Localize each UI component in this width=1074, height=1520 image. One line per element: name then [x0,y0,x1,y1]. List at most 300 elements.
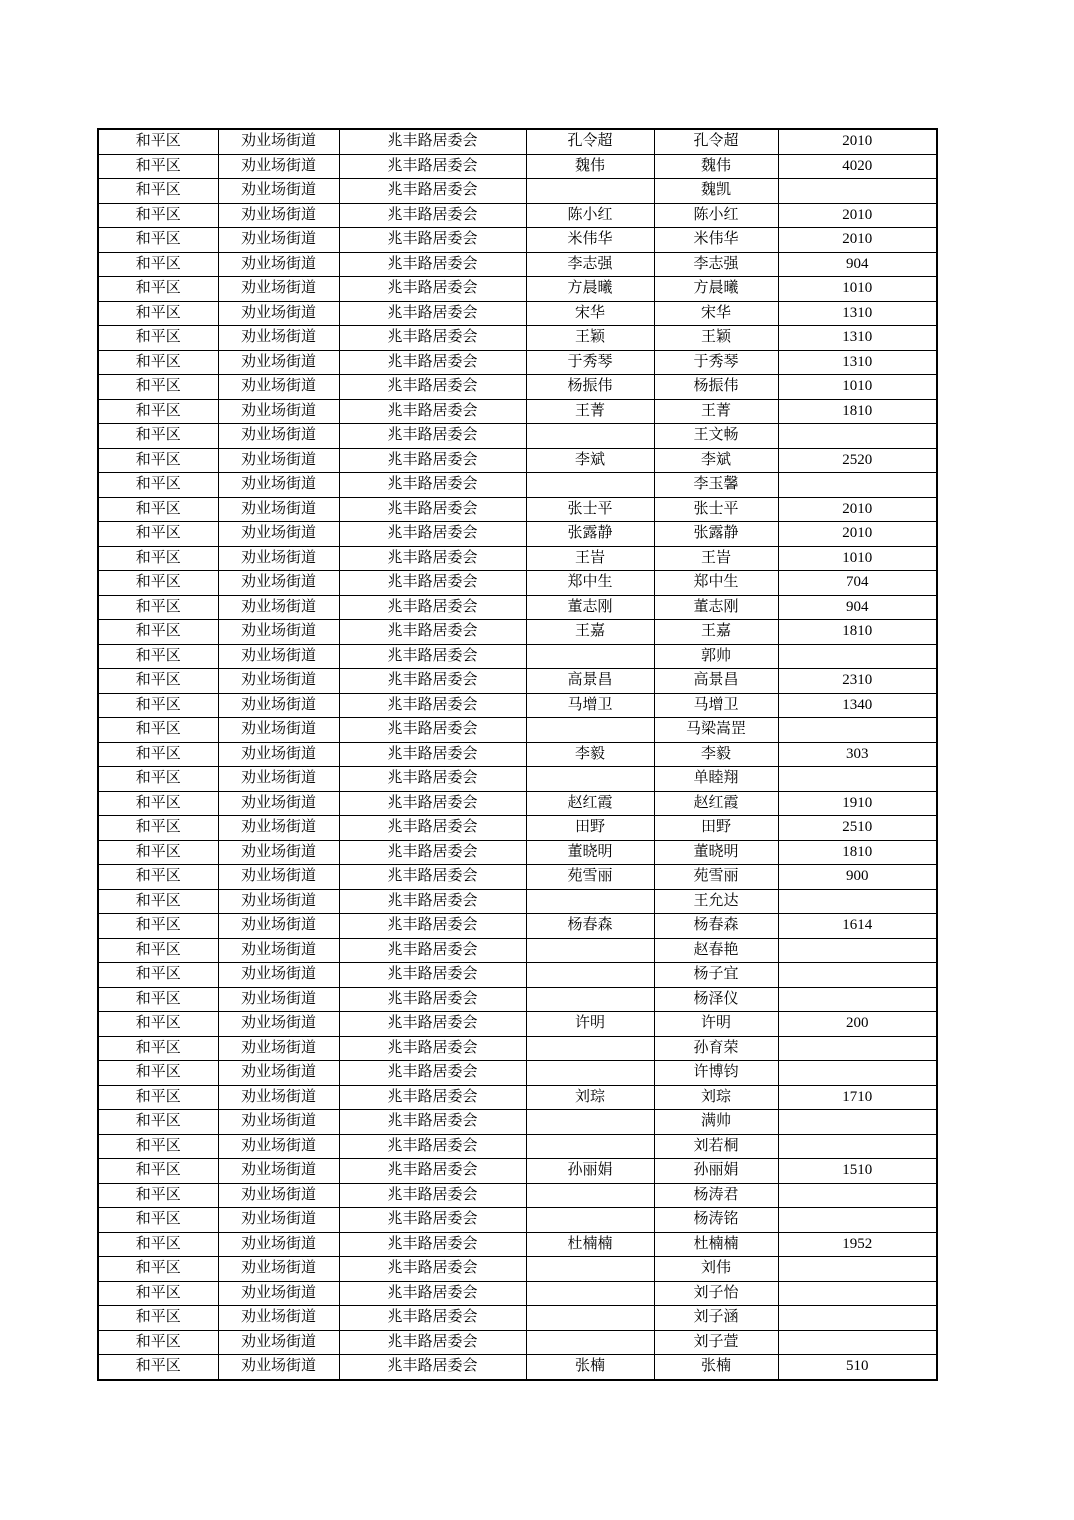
cell-street: 劝业场街道 [218,1257,339,1282]
cell-committee: 兆丰路居委会 [339,1061,526,1086]
cell-district: 和平区 [98,1159,218,1184]
cell-name-1: 高景昌 [526,669,654,694]
cell-name-1 [526,938,654,963]
cell-district: 和平区 [98,1183,218,1208]
table-row [98,1183,937,1208]
table-row [98,129,937,154]
cell-name-1: 张楠 [526,1355,654,1380]
cell-street: 劝业场街道 [218,1110,339,1135]
cell-name-1 [526,424,654,449]
cell-district: 和平区 [98,938,218,963]
cell-committee: 兆丰路居委会 [339,129,526,154]
cell-committee: 兆丰路居委会 [339,669,526,694]
cell-street: 劝业场街道 [218,816,339,841]
cell-name-1 [526,179,654,204]
table-row [98,742,937,767]
table-row [98,1061,937,1086]
cell-name-1: 李斌 [526,448,654,473]
cell-name-2: 陈小红 [654,203,778,228]
cell-name-1 [526,644,654,669]
cell-district: 和平区 [98,1257,218,1282]
cell-street: 劝业场街道 [218,399,339,424]
cell-name-1: 刘琮 [526,1085,654,1110]
cell-name-1 [526,767,654,792]
table-row [98,1281,937,1306]
cell-committee: 兆丰路居委会 [339,816,526,841]
cell-name-2: 杜楠楠 [654,1232,778,1257]
cell-name-2: 李志强 [654,252,778,277]
table-row [98,375,937,400]
cell-name-2: 满帅 [654,1110,778,1135]
cell-committee: 兆丰路居委会 [339,522,526,547]
cell-street: 劝业场街道 [218,767,339,792]
table-row [98,350,937,375]
cell-code: 1710 [778,1085,937,1110]
cell-code: 1614 [778,914,937,939]
cell-name-2: 许明 [654,1012,778,1037]
cell-code: 1952 [778,1232,937,1257]
table-sheet [97,128,938,1381]
cell-name-2: 刘伟 [654,1257,778,1282]
cell-code [778,1281,937,1306]
cell-district: 和平区 [98,767,218,792]
cell-name-2: 王颖 [654,326,778,351]
cell-street: 劝业场街道 [218,1355,339,1380]
cell-name-1: 董志刚 [526,595,654,620]
cell-name-2: 王文畅 [654,424,778,449]
cell-name-2: 董志刚 [654,595,778,620]
cell-name-1 [526,1281,654,1306]
cell-district: 和平区 [98,277,218,302]
cell-name-2: 张露静 [654,522,778,547]
cell-street: 劝业场街道 [218,375,339,400]
cell-street: 劝业场街道 [218,1330,339,1355]
cell-committee: 兆丰路居委会 [339,718,526,743]
cell-street: 劝业场街道 [218,301,339,326]
table-row [98,399,937,424]
cell-district: 和平区 [98,1036,218,1061]
cell-code [778,718,937,743]
cell-district: 和平区 [98,669,218,694]
cell-committee: 兆丰路居委会 [339,1257,526,1282]
cell-code [778,473,937,498]
table-row [98,1330,937,1355]
cell-committee: 兆丰路居委会 [339,693,526,718]
cell-code [778,1306,937,1331]
cell-district: 和平区 [98,424,218,449]
cell-name-1: 杨春森 [526,914,654,939]
table-row [98,1306,937,1331]
cell-district: 和平区 [98,1232,218,1257]
table-row [98,301,937,326]
cell-name-1: 田野 [526,816,654,841]
cell-code [778,1061,937,1086]
cell-name-1: 王峕 [526,546,654,571]
cell-code: 1010 [778,546,937,571]
cell-code: 904 [778,595,937,620]
cell-name-2: 孔令超 [654,129,778,154]
cell-code: 510 [778,1355,937,1380]
cell-street: 劝业场街道 [218,1208,339,1233]
cell-code: 200 [778,1012,937,1037]
cell-name-1 [526,1330,654,1355]
cell-committee: 兆丰路居委会 [339,203,526,228]
cell-street: 劝业场街道 [218,1281,339,1306]
cell-committee: 兆丰路居委会 [339,301,526,326]
cell-code: 1810 [778,399,937,424]
cell-name-1: 郑中生 [526,571,654,596]
cell-street: 劝业场街道 [218,350,339,375]
cell-code [778,987,937,1012]
cell-committee: 兆丰路居委会 [339,571,526,596]
cell-code [778,1257,937,1282]
cell-name-2: 魏伟 [654,154,778,179]
cell-name-1: 王嘉 [526,620,654,645]
cell-name-1: 方晨曦 [526,277,654,302]
cell-street: 劝业场街道 [218,987,339,1012]
cell-name-1: 赵红霞 [526,791,654,816]
cell-code: 2010 [778,129,937,154]
cell-name-1: 张士平 [526,497,654,522]
cell-street: 劝业场街道 [218,791,339,816]
cell-street: 劝业场街道 [218,914,339,939]
cell-district: 和平区 [98,889,218,914]
cell-name-2: 方晨曦 [654,277,778,302]
cell-district: 和平区 [98,1208,218,1233]
cell-street: 劝业场街道 [218,473,339,498]
cell-committee: 兆丰路居委会 [339,326,526,351]
cell-district: 和平区 [98,350,218,375]
cell-name-1 [526,1306,654,1331]
cell-district: 和平区 [98,522,218,547]
table-row [98,767,937,792]
cell-street: 劝业场街道 [218,448,339,473]
cell-district: 和平区 [98,228,218,253]
cell-name-2: 王峕 [654,546,778,571]
cell-district: 和平区 [98,865,218,890]
table-row [98,326,937,351]
table-row [98,987,937,1012]
cell-district: 和平区 [98,595,218,620]
cell-name-1 [526,1257,654,1282]
cell-district: 和平区 [98,1110,218,1135]
table-row [98,1134,937,1159]
cell-code: 2010 [778,228,937,253]
cell-committee: 兆丰路居委会 [339,546,526,571]
cell-street: 劝业场街道 [218,865,339,890]
cell-code: 1340 [778,693,937,718]
cell-committee: 兆丰路居委会 [339,938,526,963]
cell-name-2: 董晓明 [654,840,778,865]
cell-committee: 兆丰路居委会 [339,791,526,816]
cell-street: 劝业场街道 [218,179,339,204]
cell-committee: 兆丰路居委会 [339,1183,526,1208]
cell-code [778,889,937,914]
cell-name-1: 李毅 [526,742,654,767]
cell-district: 和平区 [98,473,218,498]
cell-name-1: 于秀琴 [526,350,654,375]
cell-code: 1010 [778,375,937,400]
cell-name-2: 杨涛君 [654,1183,778,1208]
cell-committee: 兆丰路居委会 [339,1036,526,1061]
cell-name-1 [526,1061,654,1086]
cell-district: 和平区 [98,1281,218,1306]
cell-street: 劝业场街道 [218,1012,339,1037]
cell-district: 和平区 [98,203,218,228]
cell-street: 劝业场街道 [218,228,339,253]
cell-code: 2010 [778,497,937,522]
cell-committee: 兆丰路居委会 [339,987,526,1012]
cell-committee: 兆丰路居委会 [339,889,526,914]
table-row [98,1208,937,1233]
cell-name-2: 刘琮 [654,1085,778,1110]
cell-name-2: 许博钧 [654,1061,778,1086]
cell-committee: 兆丰路居委会 [339,595,526,620]
cell-name-1 [526,889,654,914]
cell-code [778,179,937,204]
cell-name-2: 李斌 [654,448,778,473]
cell-name-1 [526,1110,654,1135]
cell-name-1: 张露静 [526,522,654,547]
cell-district: 和平区 [98,546,218,571]
cell-committee: 兆丰路居委会 [339,399,526,424]
cell-name-1: 王菁 [526,399,654,424]
cell-street: 劝业场街道 [218,938,339,963]
cell-committee: 兆丰路居委会 [339,424,526,449]
cell-street: 劝业场街道 [218,1159,339,1184]
cell-name-2: 李毅 [654,742,778,767]
table-row [98,816,937,841]
cell-code: 1810 [778,840,937,865]
cell-code [778,644,937,669]
cell-code [778,1330,937,1355]
cell-district: 和平区 [98,571,218,596]
cell-street: 劝业场街道 [218,1061,339,1086]
table-row [98,228,937,253]
cell-name-1: 米伟华 [526,228,654,253]
table-row [98,1159,937,1184]
cell-district: 和平区 [98,1330,218,1355]
cell-code [778,424,937,449]
cell-street: 劝业场街道 [218,840,339,865]
cell-district: 和平区 [98,326,218,351]
cell-district: 和平区 [98,1355,218,1380]
table-row [98,595,937,620]
cell-district: 和平区 [98,252,218,277]
cell-committee: 兆丰路居委会 [339,644,526,669]
cell-district: 和平区 [98,644,218,669]
cell-name-2: 刘子萱 [654,1330,778,1355]
cell-name-2: 马增卫 [654,693,778,718]
cell-code [778,1183,937,1208]
cell-name-2: 田野 [654,816,778,841]
cell-street: 劝业场街道 [218,571,339,596]
cell-street: 劝业场街道 [218,326,339,351]
cell-code: 2510 [778,816,937,841]
table-row [98,669,937,694]
cell-name-2: 杨涛铭 [654,1208,778,1233]
cell-name-1 [526,473,654,498]
cell-name-2: 宋华 [654,301,778,326]
table-row [98,644,937,669]
cell-code: 904 [778,252,937,277]
table-row [98,963,937,988]
cell-district: 和平区 [98,1061,218,1086]
cell-name-1: 宋华 [526,301,654,326]
cell-name-1: 李志强 [526,252,654,277]
cell-district: 和平区 [98,914,218,939]
cell-code [778,938,937,963]
cell-name-1 [526,963,654,988]
cell-code [778,1036,937,1061]
table-row [98,1232,937,1257]
cell-name-2: 刘若桐 [654,1134,778,1159]
cell-name-2: 米伟华 [654,228,778,253]
table-row [98,252,937,277]
cell-committee: 兆丰路居委会 [339,1134,526,1159]
table-row [98,914,937,939]
cell-name-2: 孙育荣 [654,1036,778,1061]
cell-district: 和平区 [98,1085,218,1110]
cell-name-1: 马增卫 [526,693,654,718]
cell-committee: 兆丰路居委会 [339,1012,526,1037]
table-row [98,546,937,571]
cell-street: 劝业场街道 [218,1085,339,1110]
cell-committee: 兆丰路居委会 [339,742,526,767]
cell-district: 和平区 [98,179,218,204]
table-row [98,277,937,302]
cell-code: 2010 [778,522,937,547]
cell-name-1: 苑雪丽 [526,865,654,890]
cell-committee: 兆丰路居委会 [339,179,526,204]
cell-code [778,767,937,792]
cell-street: 劝业场街道 [218,1134,339,1159]
cell-name-2: 杨泽仪 [654,987,778,1012]
table-row [98,448,937,473]
cell-name-1: 陈小红 [526,203,654,228]
cell-code: 1910 [778,791,937,816]
cell-committee: 兆丰路居委会 [339,1159,526,1184]
cell-code [778,963,937,988]
cell-committee: 兆丰路居委会 [339,277,526,302]
cell-committee: 兆丰路居委会 [339,448,526,473]
cell-name-2: 杨春森 [654,914,778,939]
cell-code: 1310 [778,350,937,375]
cell-code: 2010 [778,203,937,228]
cell-name-1: 董晓明 [526,840,654,865]
table-row [98,203,937,228]
table-row [98,1012,937,1037]
cell-street: 劝业场街道 [218,693,339,718]
table-row [98,1110,937,1135]
cell-street: 劝业场街道 [218,595,339,620]
cell-district: 和平区 [98,816,218,841]
cell-street: 劝业场街道 [218,203,339,228]
cell-committee: 兆丰路居委会 [339,1232,526,1257]
table-row [98,791,937,816]
cell-code [778,1110,937,1135]
cell-name-2: 郭帅 [654,644,778,669]
cell-committee: 兆丰路居委会 [339,1085,526,1110]
cell-name-1: 孔令超 [526,129,654,154]
cell-name-2: 魏凯 [654,179,778,204]
cell-code: 4020 [778,154,937,179]
cell-name-1: 许明 [526,1012,654,1037]
cell-street: 劝业场街道 [218,1183,339,1208]
cell-name-2: 赵春艳 [654,938,778,963]
cell-code: 303 [778,742,937,767]
table-row [98,571,937,596]
cell-code: 900 [778,865,937,890]
cell-district: 和平区 [98,742,218,767]
cell-name-2: 赵红霞 [654,791,778,816]
cell-code: 1310 [778,301,937,326]
cell-committee: 兆丰路居委会 [339,473,526,498]
cell-street: 劝业场街道 [218,154,339,179]
table-row [98,179,937,204]
cell-name-2: 单睦翔 [654,767,778,792]
cell-name-2: 王菁 [654,399,778,424]
cell-committee: 兆丰路居委会 [339,1355,526,1380]
cell-street: 劝业场街道 [218,644,339,669]
table-row [98,693,937,718]
cell-name-2: 李玉馨 [654,473,778,498]
cell-street: 劝业场街道 [218,669,339,694]
cell-code: 704 [778,571,937,596]
table-row [98,718,937,743]
cell-street: 劝业场街道 [218,129,339,154]
cell-district: 和平区 [98,375,218,400]
cell-committee: 兆丰路居委会 [339,1281,526,1306]
cell-district: 和平区 [98,840,218,865]
cell-code: 2520 [778,448,937,473]
cell-street: 劝业场街道 [218,1232,339,1257]
cell-name-2: 张楠 [654,1355,778,1380]
cell-district: 和平区 [98,791,218,816]
cell-street: 劝业场街道 [218,497,339,522]
cell-committee: 兆丰路居委会 [339,154,526,179]
cell-district: 和平区 [98,129,218,154]
cell-district: 和平区 [98,154,218,179]
cell-name-2: 孙丽娟 [654,1159,778,1184]
cell-street: 劝业场街道 [218,963,339,988]
cell-name-1 [526,1036,654,1061]
cell-street: 劝业场街道 [218,546,339,571]
records-table [97,128,938,1381]
table-row [98,522,937,547]
table-row [98,1036,937,1061]
table-row [98,938,937,963]
cell-name-1: 孙丽娟 [526,1159,654,1184]
cell-code [778,1134,937,1159]
cell-name-2: 杨振伟 [654,375,778,400]
cell-district: 和平区 [98,301,218,326]
cell-street: 劝业场街道 [218,522,339,547]
cell-district: 和平区 [98,987,218,1012]
cell-district: 和平区 [98,399,218,424]
cell-street: 劝业场街道 [218,1036,339,1061]
cell-name-1: 王颖 [526,326,654,351]
cell-committee: 兆丰路居委会 [339,963,526,988]
cell-committee: 兆丰路居委会 [339,1110,526,1135]
cell-district: 和平区 [98,693,218,718]
cell-committee: 兆丰路居委会 [339,252,526,277]
table-row [98,497,937,522]
cell-committee: 兆丰路居委会 [339,620,526,645]
cell-name-2: 郑中生 [654,571,778,596]
cell-street: 劝业场街道 [218,742,339,767]
cell-street: 劝业场街道 [218,718,339,743]
